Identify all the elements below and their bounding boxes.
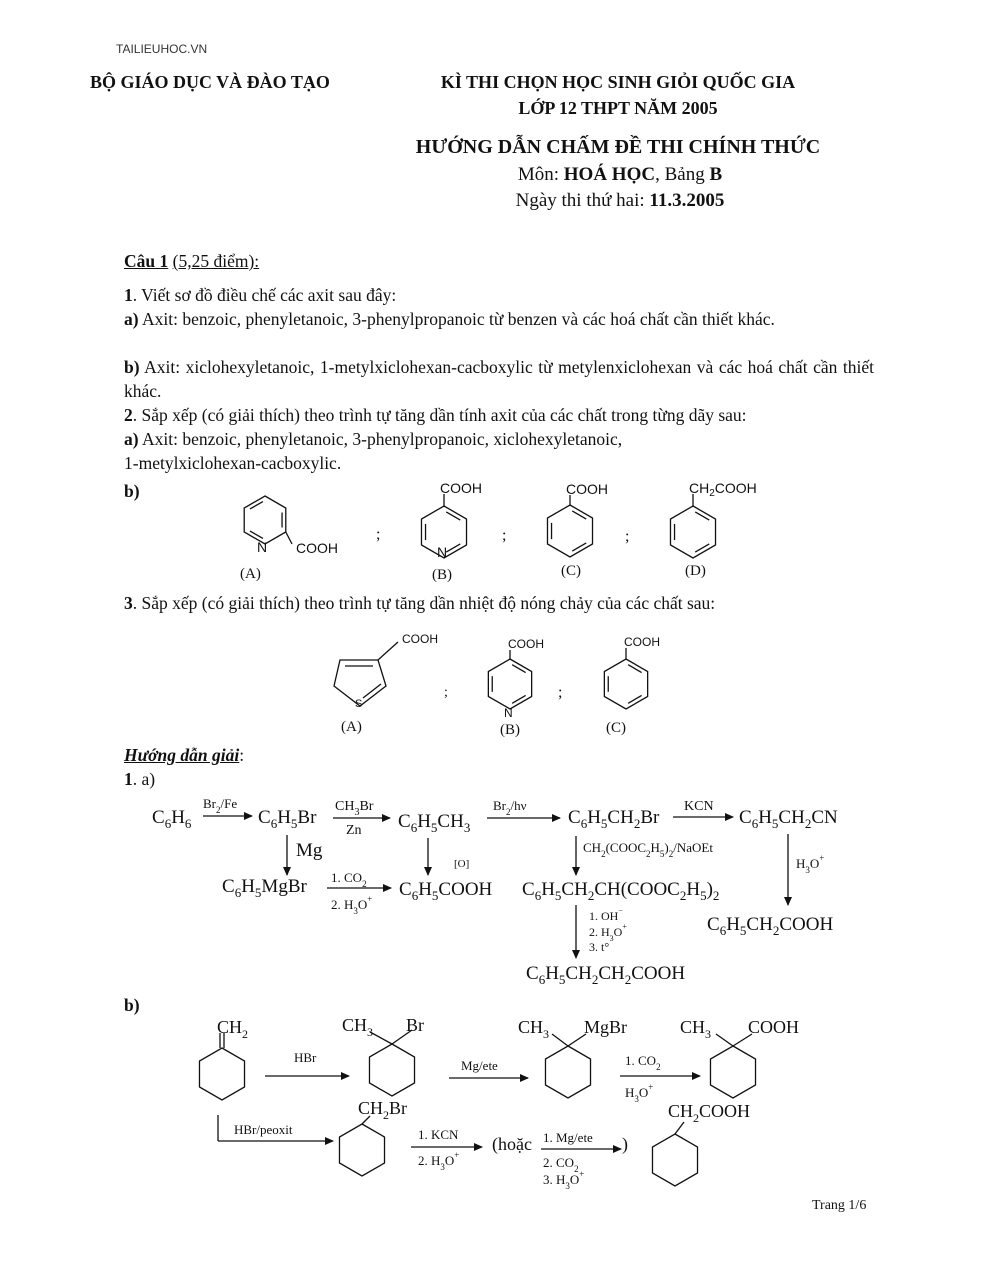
- structure-3-C: [606, 635, 660, 736]
- part-label: a): [124, 309, 139, 329]
- part-text: . Viết sơ đồ điều chế các axit sau đây:: [132, 285, 397, 305]
- cyclohexane-ring-icon: [369, 1044, 414, 1096]
- formula-cooh: COOH: [748, 1017, 800, 1037]
- substituent-bond: [675, 1122, 684, 1134]
- part-number: 2: [124, 405, 133, 425]
- reagent-hbr: HBr: [294, 1050, 317, 1065]
- structure-2b-B: [432, 480, 482, 583]
- reagent-ch3br: $CH_3Br$: [335, 799, 374, 818]
- page-number: Trang 1/6: [812, 1198, 867, 1213]
- methyl-bond: [716, 1034, 733, 1046]
- separator: ;: [376, 526, 381, 543]
- formula-benzene: $C_6H_6$: [152, 807, 192, 831]
- reagent-mg-ether: 1. Mg/ete: [543, 1130, 593, 1145]
- separator: ;: [558, 684, 563, 701]
- formula-phenylacetic-acid: $C_6H_5CH_2COOH$: [707, 914, 834, 938]
- methyl-bond: [552, 1034, 568, 1046]
- compound-label-B: (B): [500, 722, 520, 738]
- reagent-co2: 1. $CO_2$: [331, 870, 367, 889]
- text-close-paren: ): [622, 1134, 628, 1154]
- part-label: b): [124, 357, 140, 377]
- cyclohexane-ring-icon: [710, 1046, 755, 1098]
- guide-title: HƯỚNG DẪN CHẤM ĐỀ THI CHÍNH THỨC: [415, 136, 821, 158]
- cyclohexane-ring-icon: [339, 1124, 384, 1176]
- formula-benzyl-cyanide: $C_6H_5CH_2CN$: [739, 807, 838, 831]
- formula-benzoic-acid: $C_6H_5COOH$: [399, 879, 493, 903]
- cooh-label: COOH: [508, 637, 544, 651]
- exam-title: KÌ THI CHỌN HỌC SINH GIỎI QUỐC GIA: [440, 72, 796, 92]
- formula-ch3: $CH_3$: [342, 1015, 374, 1039]
- cooh-label: COOH: [402, 632, 438, 646]
- reagent-hydroxide: 1. OH−: [589, 906, 623, 923]
- reagent-mg-ether: Mg/ete: [461, 1058, 498, 1073]
- date-prefix: Ngày thi thứ hai:: [515, 190, 645, 211]
- cyclohexane-ring-icon: [652, 1134, 697, 1186]
- part-text: Axit: benzoic, phenyletanoic, 3-phenylpropanoic, xiclohexyletanoic,: [142, 429, 623, 449]
- subject-prefix: Môn:: [517, 164, 560, 185]
- text-alternative: (hoặc: [492, 1134, 532, 1154]
- reagent-h3o: 2. $H_3O^+$: [589, 922, 627, 943]
- ch2cooh-label: $CH_2COOH$: [689, 480, 757, 499]
- reagent-h3o: 2. $H_3O^+$: [331, 894, 373, 916]
- reagent-co2: 1. $CO_2$: [625, 1053, 661, 1072]
- subject-table: , Bảng: [655, 164, 705, 185]
- part-text: Axit: xiclohexyletanoic, 1-metylxiclohexan-cacboxylic từ metylenxiclohexan và các hoá chất cần thiết khác.: [124, 357, 874, 401]
- compound-label-B: (B): [432, 567, 452, 583]
- formula-br: Br: [406, 1015, 424, 1035]
- compound-label-C: (C): [561, 563, 581, 579]
- benzene-ring-icon: [604, 659, 647, 709]
- part-text: . Sắp xếp (có giải thích) theo trình tự tăng dần tính axit của các chất trong từng dãy sau:: [132, 405, 747, 425]
- substituent-bond: [286, 532, 292, 544]
- cyclohexane-ring-icon: [545, 1046, 590, 1098]
- structure-3-A: [341, 632, 438, 735]
- reagent-h3o: 2. $H_3O^+$: [418, 1150, 460, 1172]
- reagent-malonate: $CH_2(COOC_2H_5)_2$/NaOEt: [583, 840, 713, 859]
- formula-mgbr: MgBr: [584, 1017, 628, 1037]
- reagent-br2-fe: $Br_2/Fe$: [203, 796, 238, 815]
- table-letter: B: [709, 164, 723, 185]
- reagent-heat: 3. t°: [589, 940, 610, 954]
- guide-colon: :: [239, 745, 245, 765]
- reagent-co2: 2. $CO_2$: [543, 1155, 579, 1174]
- separator: ;: [502, 527, 507, 544]
- structure-3-B: [500, 637, 544, 738]
- cyclohexane-ring-icon: [199, 1048, 244, 1100]
- part-label: . a): [132, 769, 156, 789]
- formula-ch3: $CH_3$: [680, 1017, 712, 1041]
- pyridine-ring-icon: [488, 659, 531, 709]
- nitrogen-label: N: [257, 539, 268, 555]
- reagent-hbr-peroxide: HBr/peoxit: [234, 1122, 293, 1137]
- part-number: 1: [124, 769, 133, 789]
- site-watermark: TAILIEUHOC.VN: [116, 42, 208, 56]
- reagent-oxidant: [O]: [454, 858, 470, 870]
- separator: ;: [625, 528, 630, 545]
- scheme-1a: [152, 796, 838, 987]
- formula-phenylpropanoic-acid: $C_6H_5CH_2CH_2COOH$: [526, 963, 686, 987]
- scheme-1b: [217, 1015, 799, 1191]
- reagent-br2-light: $Br_2/h\nu$: [493, 798, 527, 817]
- structure-2b-A: [240, 539, 338, 582]
- reagent-mg: Mg: [296, 840, 323, 861]
- benzene-ring-icon: [547, 505, 592, 557]
- nitrogen-label: N: [504, 706, 513, 720]
- reagent-h3o: $H_3O^+$: [625, 1082, 654, 1104]
- reagent-h3o: 3. $H_3O^+$: [543, 1169, 585, 1191]
- part-label: a): [124, 429, 139, 449]
- methyl-bond: [370, 1032, 392, 1044]
- formula-ch2cooh: $CH_2COOH$: [668, 1101, 751, 1125]
- compound-label-A: (A): [341, 719, 362, 735]
- separator: ;: [444, 685, 448, 700]
- structure-2b-C: [561, 481, 608, 579]
- question-points: (5,25 điểm):: [172, 251, 260, 271]
- compound-label-C: (C): [606, 720, 626, 736]
- formula-phenylmagnesium-bromide: $C_6H_5MgBr$: [222, 876, 307, 900]
- formula-toluene: $C_6H_5CH_3$: [398, 811, 471, 835]
- part-number: 3: [124, 593, 133, 613]
- compound-label-D: (D): [685, 563, 706, 579]
- formula-bromobenzene: $C_6H_5Br$: [258, 807, 317, 831]
- cooh-label: COOH: [440, 480, 482, 496]
- substituent-bond: [378, 642, 398, 660]
- formula-ch2br: $CH_2Br$: [358, 1098, 408, 1122]
- date-value: 11.3.2005: [649, 190, 725, 211]
- cooh-label: COOH: [296, 540, 338, 556]
- nitrogen-label: N: [437, 544, 448, 560]
- reagent-zn: Zn: [346, 823, 362, 838]
- reagent-h3o: $H_3O^+$: [796, 853, 825, 875]
- part-text: . Sắp xếp (có giải thích) theo trình tự tăng dần nhiệt độ nóng chảy của các chất sau:: [132, 593, 716, 613]
- structure-2b-D: [685, 480, 757, 579]
- formula-ch3: $CH_3$: [518, 1017, 550, 1041]
- exam-grade: LỚP 12 THPT NĂM 2005: [518, 98, 718, 118]
- pyridine-ring-icon: [244, 496, 286, 544]
- part-number: 1: [124, 285, 133, 305]
- cooh-label: COOH: [624, 635, 660, 649]
- benzene-ring-icon: [670, 506, 715, 558]
- subject-name: HOÁ HỌC: [563, 164, 656, 185]
- sulfur-label: S: [355, 698, 363, 710]
- compound-label-A: (A): [240, 566, 261, 582]
- q1-part2a-cont: 1-metylxiclohexan-cacboxylic.: [124, 453, 342, 473]
- ministry-name: BỘ GIÁO DỤC VÀ ĐÀO TẠO: [90, 72, 330, 92]
- cooh-label: COOH: [566, 481, 608, 497]
- q1-part2b-label: b): [124, 481, 140, 501]
- guide-title-text: Hướng dẫn giải: [124, 745, 240, 765]
- formula-diester: $C_6H_5CH_2CH(COOC_2H_5)_2$: [522, 879, 720, 903]
- guide-part1b: b): [124, 995, 140, 1015]
- formula-ch2: $CH_2$: [217, 1017, 249, 1041]
- part-text: Axit: benzoic, phenyletanoic, 3-phenylpropanoic từ benzen và các hoá chất cần thiết khác.: [142, 309, 775, 329]
- reagent-kcn: KCN: [684, 799, 714, 814]
- formula-benzyl-bromide: $C_6H_5CH_2Br$: [568, 807, 660, 831]
- question-number: Câu 1: [124, 251, 169, 271]
- reagent-kcn: 1. KCN: [418, 1127, 459, 1142]
